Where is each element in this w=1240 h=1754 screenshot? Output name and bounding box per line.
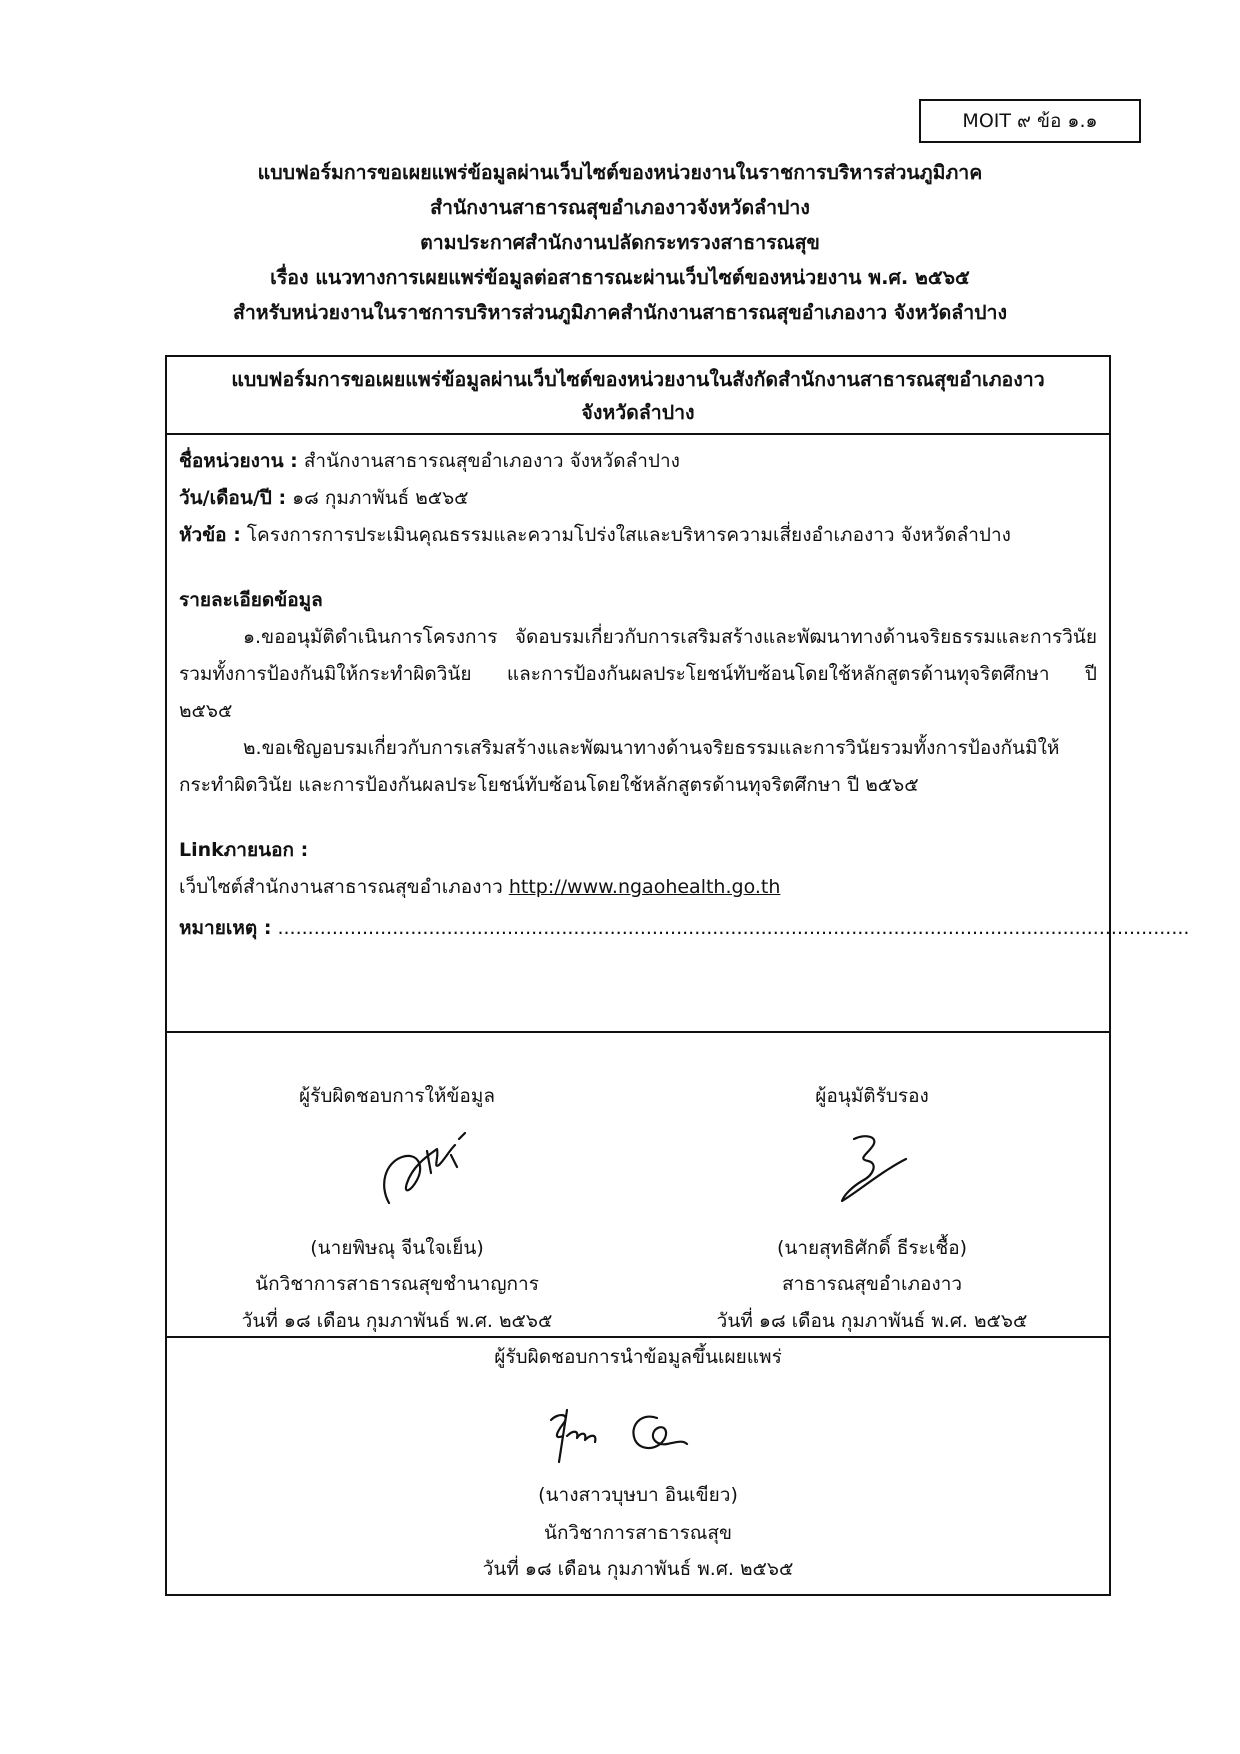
date-row [179, 480, 1097, 517]
header-line-2: สำนักงานสาธารณสุขอำเภองาวจังหวัดลำปาง [430, 196, 810, 219]
left-role: ผู้รับผิดชอบการให้ข้อมูล [299, 1085, 495, 1107]
link-row [179, 869, 1097, 906]
form-details [167, 435, 1190, 1033]
moit-reference-label: MOIT ๙ ข้อ ๑.๑ [919, 99, 1141, 143]
header-line-3: ตามประกาศสำนักงานปลัดกระทรวงสาธารณสุข [420, 231, 820, 254]
left-name: (นายพิษณุ จีนใจเย็น) [310, 1237, 484, 1259]
signature-image-right [822, 1125, 932, 1215]
signature-image-publisher [537, 1400, 717, 1470]
website-link[interactable]: http://www.ngaohealth.go.th [508, 876, 781, 898]
agency-value: สำนักงานสาธารณสุขอำเภองาว จังหวัดลำปาง [297, 450, 680, 472]
detail-heading: รายละเอียดข้อมูล [179, 589, 323, 611]
remark-row [179, 910, 1190, 947]
signature-image-left [367, 1125, 477, 1215]
right-name: (นายสุทธิศักดิ์ ธีระเชื้อ) [776, 1237, 968, 1259]
publisher-date: วันที่ ๑๘ เดือน กุมภาพันธ์ พ.ศ. ๒๕๖๕ [482, 1558, 794, 1580]
link-prefix: เว็บไซต์สำนักงานสาธารณสุขอำเภองาว [179, 876, 509, 898]
publisher-position: นักวิชาการสาธารณสุข [543, 1522, 733, 1544]
remark-value: ....................................................................................................................................................... [271, 917, 1190, 939]
header-line-1: แบบฟอร์มการขอเผยแพร่ข้อมูลผ่านเว็บไซต์ของหน่วยงานในราชการบริหารส่วนภูมิภาค [257, 161, 983, 184]
form-title [167, 357, 1109, 435]
document-header [140, 155, 1100, 330]
detail-item-1: ๑.ขออนุมัติดำเนินการโครงการ จัดอบรมเกี่ยวกับการเสริมสร้างและพัฒนาทางด้านจริยธรรมและการวินัย รวมทั้งการป้องกันมิให้กระทำผิดวินัย และการป้องกันผลประโยชน์ทับซ้อนโดยใช้หลักสูตรด้านทุจริตศึกษา ปี ๒๕๖๕ [179, 626, 1097, 722]
detail-item-2: ๒.ขอเชิญอบรมเกี่ยวกับการเสริมสร้างและพัฒนาทางด้านจริยธรรมและการวินัยรวมทั้งการป้องกันมิให้กระทำผิดวินัย และการป้องกันผลประโยชน์ทับซ้อนโดยใช้หลักสูตรด้านทุจริตศึกษา ปี ๒๕๖๕ [179, 737, 1060, 796]
agency-row [179, 443, 1097, 480]
publisher-role: ผู้รับผิดชอบการนำข้อมูลขึ้นเผยแพร่ [494, 1346, 782, 1368]
link-label: Linkภายนอก : [179, 839, 309, 861]
header-line-4: เรื่อง แนวทางการเผยแพร่ข้อมูลต่อสาธารณะผ่านเว็บไซต์ของหน่วยงาน พ.ศ. ๒๕๖๕ [270, 266, 970, 289]
date-value: ๑๘ กุมภาพันธ์ ๒๕๖๕ [286, 487, 469, 509]
publication-form [165, 355, 1190, 1596]
form-title-line-1: แบบฟอร์มการขอเผยแพร่ข้อมูลผ่านเว็บไซต์ของหน่วยงานในสังกัดสำนักงานสาธารณสุขอำเภองาว [231, 368, 1045, 391]
agency-label: ชื่อหน่วยงาน : [179, 450, 298, 472]
topic-value: โครงการการประเมินคุณธรรมและความโปร่งใสและบริหารความเสี่ยงอำเภองาว จังหวัดลำปาง [240, 524, 1011, 546]
right-position: สาธารณสุขอำเภองาว [781, 1273, 963, 1295]
right-date: วันที่ ๑๘ เดือน กุมภาพันธ์ พ.ศ. ๒๕๖๕ [716, 1310, 1028, 1332]
header-line-5: สำหรับหน่วยงานในราชการบริหารส่วนภูมิภาคสำนักงานสาธารณสุขอำเภองาว จังหวัดลำปาง [232, 301, 1008, 324]
signature-section [167, 1033, 1109, 1338]
date-label: วัน/เดือน/ปี : [179, 487, 287, 509]
remark-label: หมายเหตุ : [179, 917, 272, 939]
right-role: ผู้อนุมัติรับรอง [815, 1085, 929, 1107]
left-position: นักวิชาการสาธารณสุขชำนาญการ [255, 1273, 539, 1295]
form-title-line-2: จังหวัดลำปาง [581, 401, 695, 424]
left-date: วันที่ ๑๘ เดือน กุมภาพันธ์ พ.ศ. ๒๕๖๕ [241, 1310, 553, 1332]
publisher-name: (นางสาวบุษบา อินเขียว) [538, 1484, 738, 1506]
topic-row [179, 517, 1097, 554]
topic-label: หัวข้อ : [179, 524, 241, 546]
